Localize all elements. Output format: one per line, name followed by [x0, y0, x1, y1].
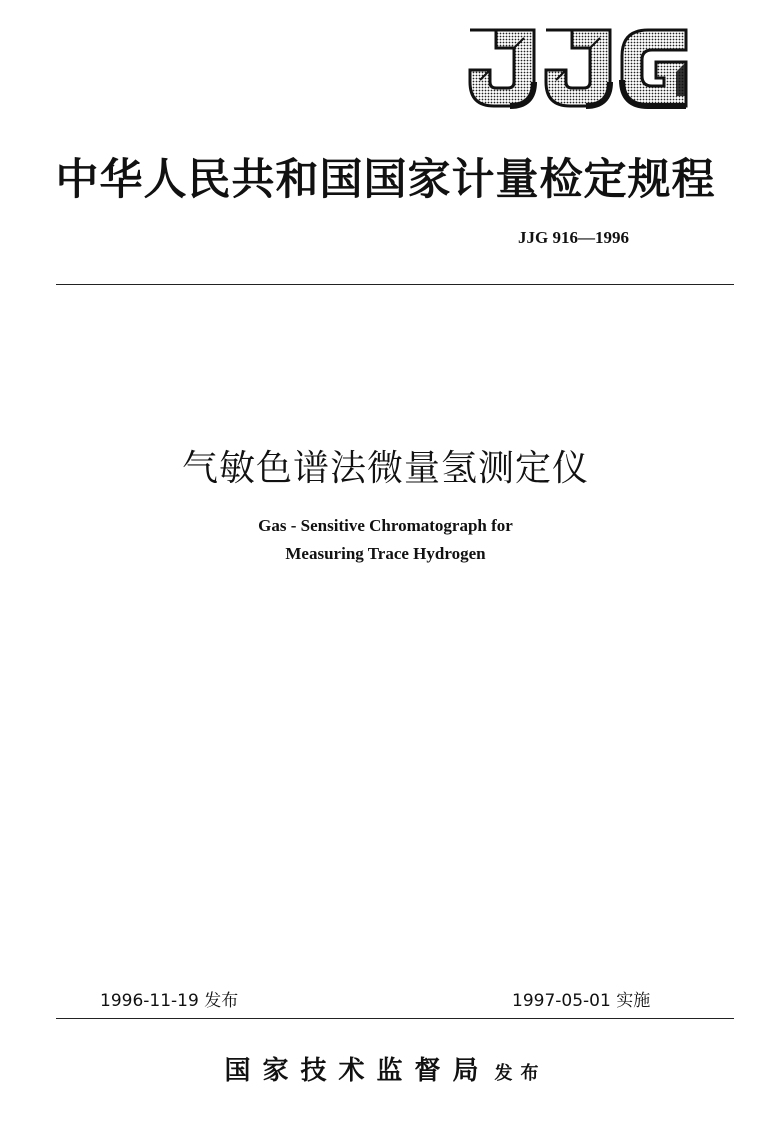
top-divider — [56, 284, 734, 285]
bottom-divider — [56, 1018, 734, 1019]
document-title-english-line1: Gas - Sensitive Chromatograph for — [258, 516, 513, 535]
logo-letter-j2 — [546, 30, 610, 106]
standard-number: JJG 916—1996 — [518, 228, 629, 247]
issuing-authority: 国家技术监督局 — [224, 1056, 491, 1086]
document-title-english-line2: Measuring Trace Hydrogen — [285, 544, 486, 563]
issuer-line — [0, 1050, 771, 1087]
document-title-chinese: 气敏色谱法微量氢测定仪 — [181, 448, 589, 489]
jjg-logo — [466, 26, 690, 110]
regulation-series-title: 中华人民共和国国家计量检定规程 — [55, 155, 716, 205]
effective-date: 1997-05-01 实施 — [512, 991, 651, 1011]
logo-letter-g — [622, 30, 686, 106]
issuing-action: 发布 — [494, 1063, 547, 1084]
logo-letter-j1 — [470, 30, 534, 106]
jjg-logo-graphic — [466, 26, 690, 110]
issue-date: 1996-11-19 发布 — [100, 991, 239, 1011]
